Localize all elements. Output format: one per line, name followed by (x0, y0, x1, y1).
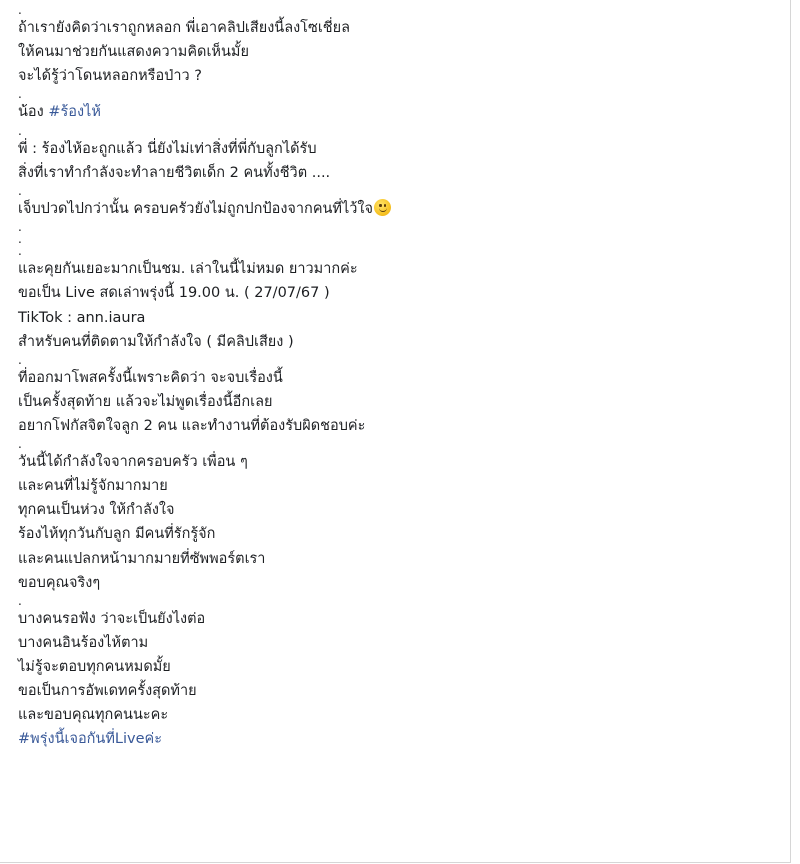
hashtag-link[interactable]: #ร้องไห้ (48, 104, 101, 121)
post-line: และคุยกันเยอะมากเป็นชม. เล่าในนี้ไม่หมด ยาวมากค่ะ (18, 261, 358, 278)
post-line: ร้องไห้ทุกวันกับลูก มีคนที่รักรู้จัก (18, 526, 216, 543)
post-text: น้อง (18, 104, 49, 121)
post-line: ให้คนมาช่วยกันแสดงความคิดเห็นมั้ย (18, 44, 249, 61)
post-line: และคนที่ไม่รู้จักมากมาย (18, 478, 168, 495)
post-line: และคนแปลกหน้ามากมายที่ซัพพอร์ตเรา (18, 550, 266, 567)
post-line: ทุกคนเป็นห่วง ให้กำลังใจ (18, 502, 175, 519)
hashtag-link[interactable]: #พรุ่งนี้เจอกันที่Liveค่ะ (18, 731, 162, 748)
post-line: และขอบคุณทุกคนนะคะ (18, 707, 169, 724)
post-text: เจ็บปวดไปกว่านั้น ครอบครัวยังไม่ถูกปกป้องจากคนที่ไว้ใจ (18, 200, 374, 217)
post-line: สิ่งที่เราทำกำลังจะทำลายชีวิตเด็ก 2 คนทั้งชีวิต .... (18, 164, 331, 181)
separator-dot: . (18, 593, 22, 608)
separator-dot: . (18, 3, 22, 17)
post-line: จะได้รู้ว่าโดนหลอกหรือป่าว ? (18, 68, 202, 85)
separator-dot: . (18, 220, 22, 235)
separator-dot: . (18, 352, 22, 367)
separator-dot: . (18, 244, 22, 259)
post-line: ขอบคุณจริงๆ (18, 574, 101, 591)
separator-dot: . (18, 232, 22, 247)
post-line: สำหรับคนที่ติดตามให้กำลังใจ ( มีคลิปเสียง ) (18, 333, 294, 350)
post-body (18, 4, 778, 751)
separator-dot: . (18, 123, 22, 138)
smiling-face-emoji-icon (374, 199, 391, 216)
post-line: ที่ออกมาโพสครั้งนี้เพราะคิดว่า จะจบเรื่องนี้ (18, 369, 283, 386)
post-line: ขอเป็น Live สดเล่าพรุ่งนี้ 19.00 น. ( 27/07/67 ) (18, 285, 330, 302)
separator-dot: . (18, 87, 22, 102)
separator-dot: . (18, 437, 22, 452)
post-line: วันนี้ได้กำลังใจจากครอบครัว เพื่อน ๆ (18, 454, 248, 471)
post-line: พี่ : ร้องไห้อะถูกแล้ว นี่ยังไม่เท่าสิ่งที่พี่กับลูกได้รับ (18, 140, 317, 157)
post-line: ขอเป็นการอัพเดทครั้งสุดท้าย (18, 683, 197, 700)
separator-dot: . (18, 183, 22, 198)
post-line: เป็นครั้งสุดท้าย แล้วจะไม่พูดเรื่องนี้อีกเลย (18, 393, 273, 410)
post-line-with-emoji (18, 197, 778, 221)
post-line: บางคนอินร้องไห้ตาม (18, 634, 149, 651)
post-line: ไม่รู้จะตอบทุกคนหมดมั้ย (18, 659, 171, 675)
post-line: ถ้าเรายังคิดว่าเราถูกหลอก พี่เอาคลิปเสียงนี้ลงโซเชี่ยล (18, 20, 350, 37)
post-line-with-hashtag (18, 100, 778, 124)
post-line: TikTok : ann.iaura (18, 309, 146, 326)
final-hashtag-line (18, 727, 778, 751)
post-line: บางคนรอฟัง ว่าจะเป็นยังไงต่อ (18, 610, 206, 627)
post-line: อยากโฟกัสจิตใจลูก 2 คน และทำงานที่ต้องรับผิดชอบค่ะ (18, 417, 366, 434)
